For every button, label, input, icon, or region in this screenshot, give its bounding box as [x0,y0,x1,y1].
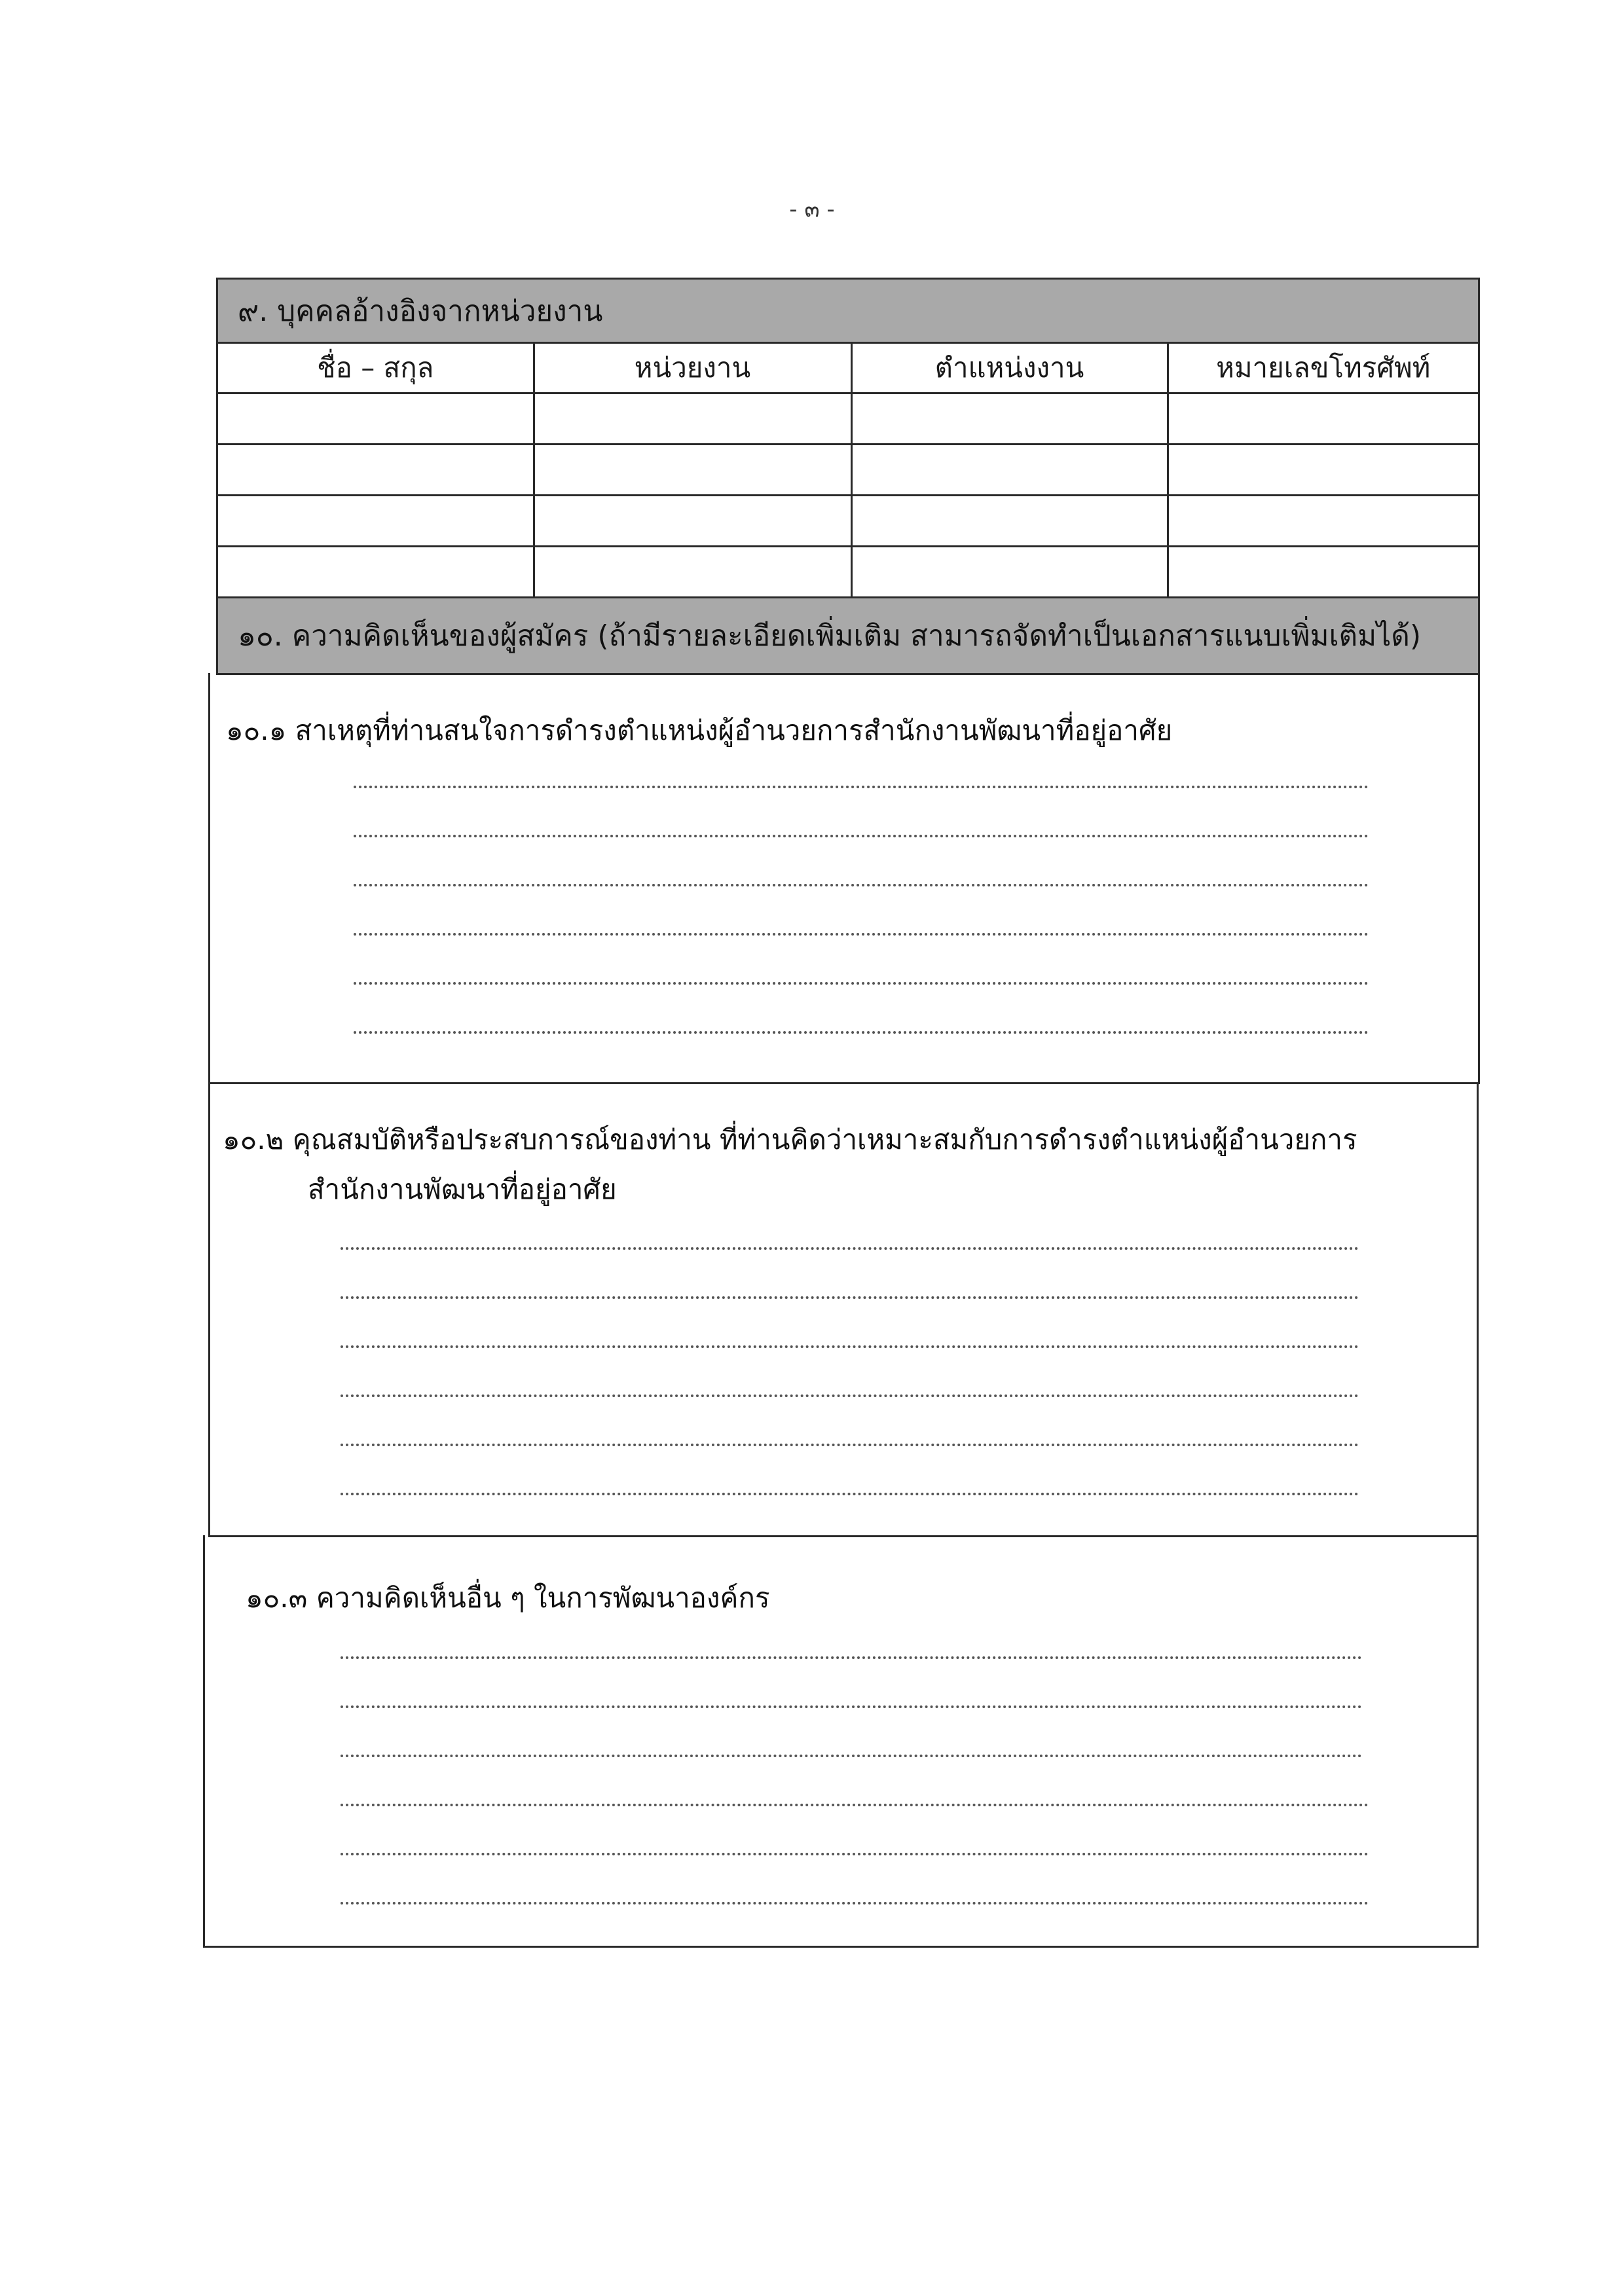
reference-table-header-row [218,344,1478,393]
section-10-title: ๑๐. ความคิดเห็นของผู้สมัคร (ถ้ามีรายละเอียดเพิ่มเติม สามารถจัดทำเป็นเอกสารแนบเพิ่มเติมได้) [238,619,1421,653]
table-row [218,546,1478,597]
organization-cell[interactable] [534,444,851,495]
answer-line[interactable] [341,1755,1362,1757]
question-10-2-title-line2: สำนักงานพัฒนาที่อยู่อาศัย [308,1173,617,1205]
question-10-3-title: ๑๐.๓ ความคิดเห็นอื่น ๆ ในการพัฒนาองค์กร [246,1582,770,1614]
answer-line[interactable] [341,1444,1359,1446]
question-10-2-title-line1: ๑๐.๒ คุณสมบัติหรือประสบการณ์ของท่าน ที่ท่านคิดว่าเหมาะสมกับการดำรงตำแหน่งผู้อำนวยการ [223,1123,1357,1156]
section-10-header [218,598,1478,675]
answer-line[interactable] [354,884,1369,886]
position-cell[interactable] [851,393,1168,444]
phone-cell[interactable] [1168,444,1478,495]
answer-line[interactable] [354,835,1369,837]
phone-cell[interactable] [1168,393,1478,444]
column-header-organization: หน่วยงาน [534,344,851,393]
column-header-phone: หมายเลขโทรศัพท์ [1168,344,1478,393]
organization-cell[interactable] [534,495,851,546]
phone-cell[interactable] [1168,546,1478,597]
position-cell[interactable] [851,546,1168,597]
question-10-1-title: ๑๐.๑ สาเหตุที่ท่านสนใจการดำรงตำแหน่งผู้อำนวยการสำนักงานพัฒนาที่อยู่อาศัย [226,714,1173,746]
column-header-name: ชื่อ – สกุล [218,344,534,393]
phone-cell[interactable] [1168,495,1478,546]
name-cell[interactable] [218,495,534,546]
name-cell[interactable] [218,444,534,495]
name-cell[interactable] [218,546,534,597]
answer-line[interactable] [341,1247,1359,1250]
answer-line[interactable] [341,1853,1369,1855]
page-number: - ๓ - [789,196,835,223]
answer-line[interactable] [341,1705,1362,1708]
organization-cell[interactable] [534,393,851,444]
answer-line[interactable] [341,1296,1359,1299]
section-9-title: ๙. บุคคลอ้างอิงจากหน่วยงาน [238,294,603,328]
section-10-header-box [216,596,1480,675]
answer-line[interactable] [354,933,1369,936]
answer-line[interactable] [341,1804,1369,1806]
answer-line[interactable] [341,1902,1369,1904]
position-cell[interactable] [851,495,1168,546]
column-header-position: ตำแหน่งงาน [851,344,1168,393]
answer-line[interactable] [341,1656,1362,1659]
answer-line[interactable] [341,1345,1359,1348]
reference-table [218,344,1478,597]
table-row [218,444,1478,495]
answer-line[interactable] [354,982,1369,985]
name-cell[interactable] [218,393,534,444]
answer-line[interactable] [354,786,1369,788]
answer-line[interactable] [354,1031,1369,1034]
table-row [218,393,1478,444]
organization-cell[interactable] [534,546,851,597]
position-cell[interactable] [851,444,1168,495]
section-9-header [218,280,1478,344]
table-row [218,495,1478,546]
answer-line[interactable] [341,1394,1359,1397]
section-9-reference-persons [216,278,1480,598]
answer-line[interactable] [341,1493,1359,1495]
